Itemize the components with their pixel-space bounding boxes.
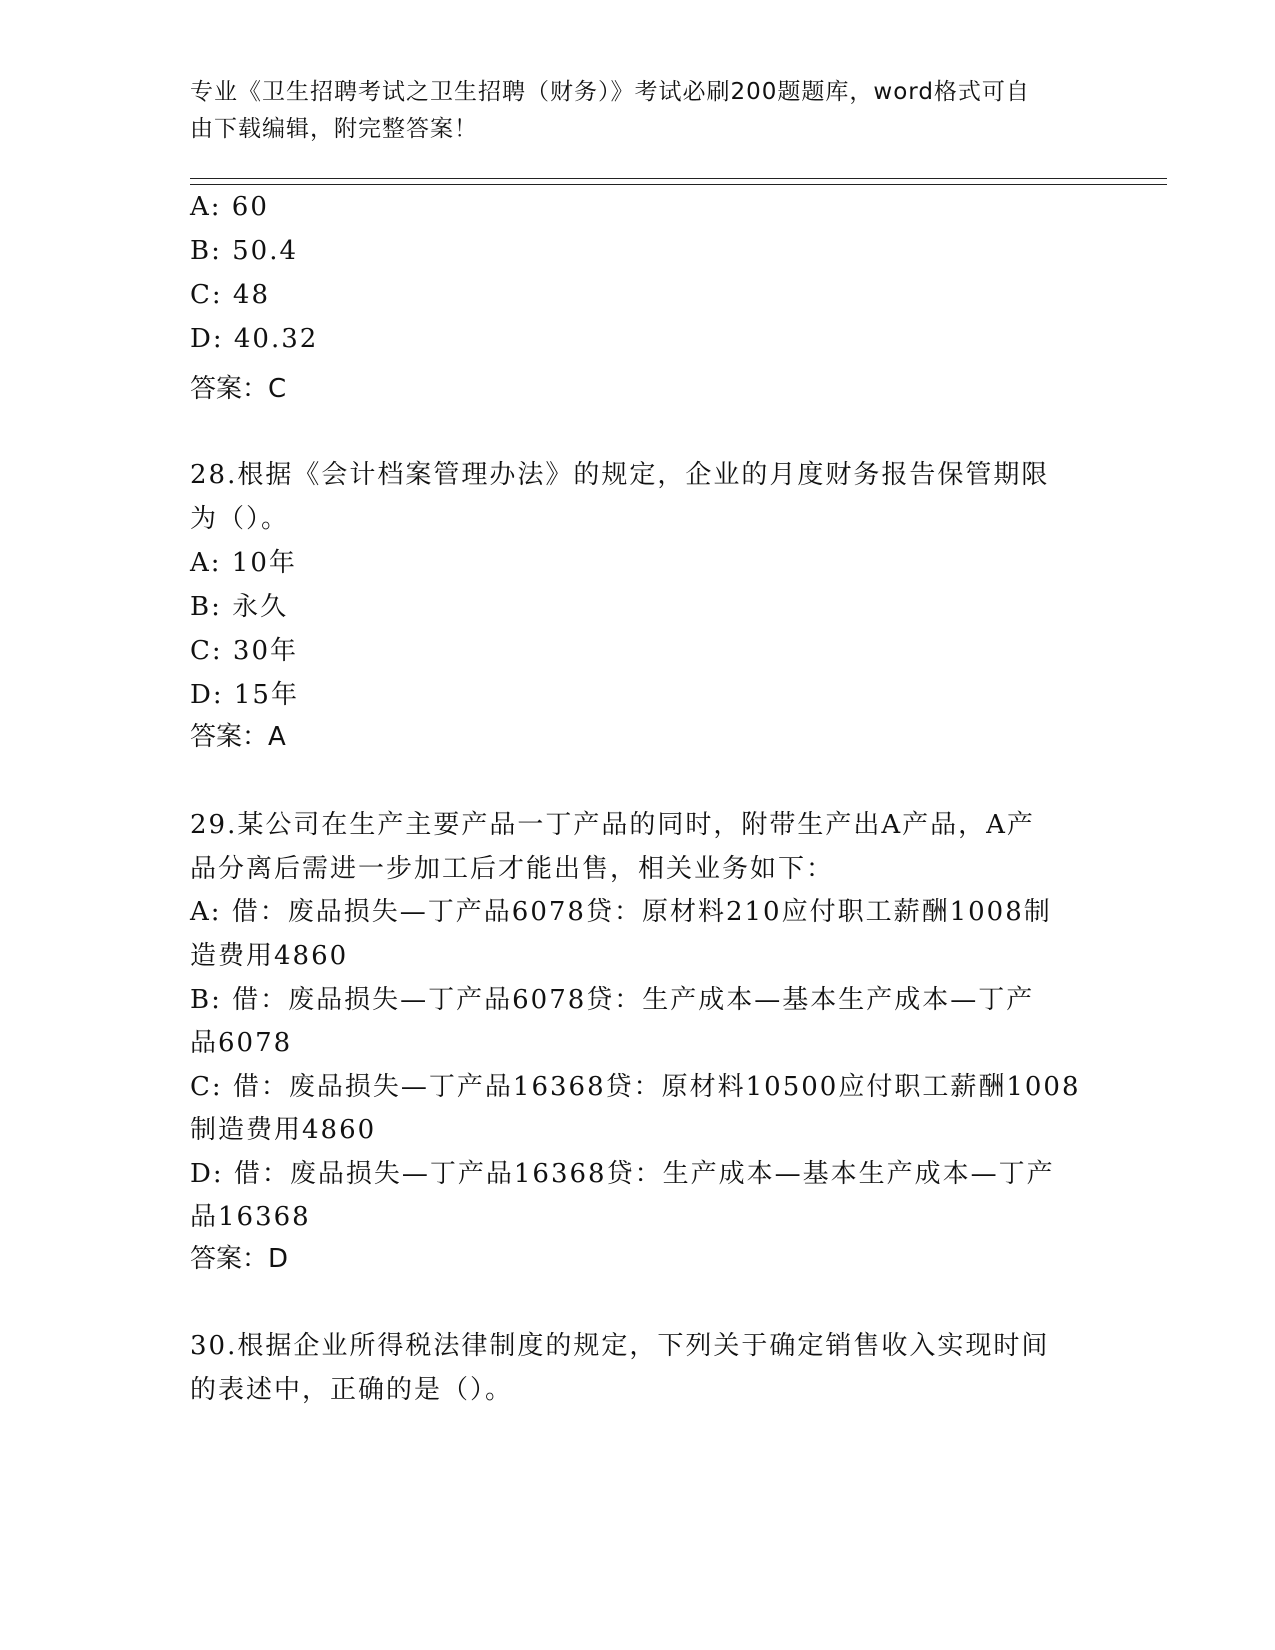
q29-option-b-cont: 品6078 [190, 1028, 293, 1058]
q29-option-d-cont: 品16368 [190, 1202, 311, 1232]
q30-stem-line-1: 30.根据企业所得税法律制度的规定，下列关于确定销售收入实现时间 [190, 1331, 1050, 1361]
q29-option-a-cont: 造费用4860 [190, 941, 349, 971]
q29-stem-line-2: 品分离后需进一步加工后才能出售，相关业务如下： [190, 854, 835, 884]
q29-option-c-cont: 制造费用4860 [190, 1115, 377, 1145]
q29-stem-line-1: 29.某公司在生产主要产品一丁产品的同时，附带生产出A产品，A产 [190, 810, 1035, 840]
q29-option-c: C: 借：废品损失—丁产品16368贷：原材料10500应付职工薪酬1008 [190, 1072, 1081, 1102]
q27-option-d: D: 40.32 [190, 324, 319, 354]
header-divider-top [190, 178, 1167, 179]
q27-option-a: A: 60 [190, 192, 269, 222]
q28-stem-line-2: 为（）。 [190, 504, 290, 534]
q29-option-d: D: 借：废品损失—丁产品16368贷：生产成本—基本生产成本—丁产 [190, 1159, 1055, 1189]
q27-answer: 答案：C [190, 374, 287, 404]
q29-answer: 答案：D [190, 1244, 289, 1274]
q28-answer: 答案：A [190, 722, 286, 752]
q29-option-a: A: 借：废品损失—丁产品6078贷：原材料210应付职工薪酬1008制 [190, 897, 1052, 927]
q27-option-c: C: 48 [190, 280, 271, 310]
header-divider-bottom [190, 184, 1167, 185]
q28-option-a: A: 10年 [190, 548, 297, 578]
q28-stem-line-1: 28.根据《会计档案管理办法》的规定，企业的月度财务报告保管期限 [190, 460, 1050, 490]
q28-option-d: D: 15年 [190, 680, 299, 710]
q30-stem-line-2: 的表述中，正确的是（）。 [190, 1375, 514, 1405]
q28-option-b: B: 永久 [190, 592, 289, 622]
header-line-2: 由下载编辑，附完整答案！ [190, 116, 478, 142]
q27-option-b: B: 50.4 [190, 236, 299, 266]
q28-option-c: C: 30年 [190, 636, 299, 666]
header-line-1: 专业《卫生招聘考试之卫生招聘（财务）》考试必刷200题题库，word格式可自 [190, 79, 1030, 105]
q29-option-b: B: 借：废品损失—丁产品6078贷：生产成本—基本生产成本—丁产 [190, 985, 1035, 1015]
document-header [190, 74, 1070, 148]
